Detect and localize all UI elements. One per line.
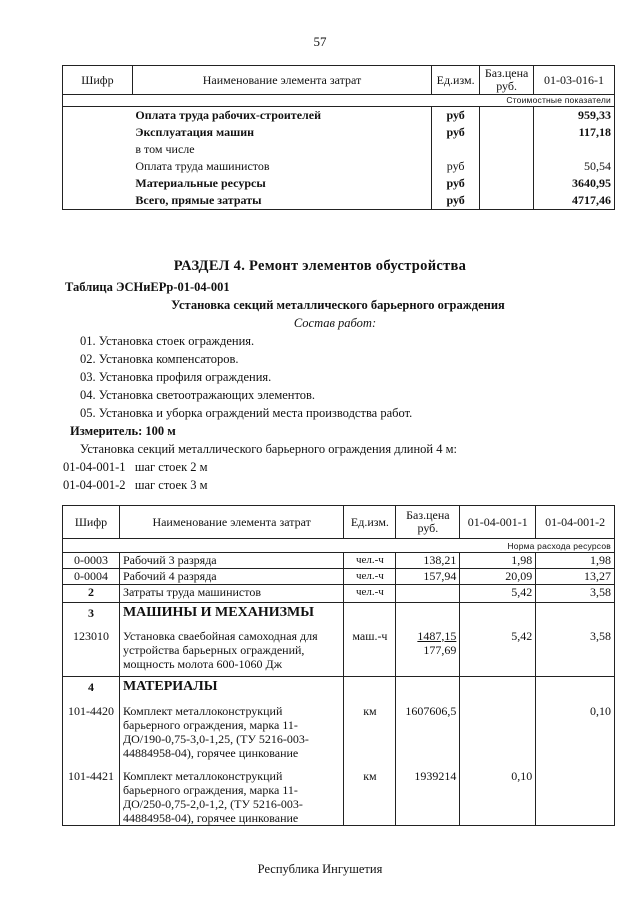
table-subheader-row: [63, 95, 615, 107]
code-line: 01-04-001-2 шаг стоек 3 м: [63, 478, 208, 492]
composition-title: Состав работ:: [293, 316, 377, 330]
table-row: 123010 Установка сваебойная самоходная для устройства барьерных ограждений, мощность молота 600-1060 Дж маш.-ч 1487,15 177,69 5,42 3,58: [63, 625, 615, 677]
header-name: Наименование элемента затрат: [132, 66, 431, 95]
work-item: 02. Установка компенсаторов.: [80, 352, 239, 366]
page-number: 57: [313, 34, 327, 49]
header-code: Шифр: [63, 66, 133, 95]
subheader-label: Стоимостные показатели: [63, 95, 615, 107]
table-row: Оплата труда рабочих-строителей руб 959,33: [63, 107, 615, 125]
table-row: Оплата труда машинистов руб 50,54: [63, 158, 615, 175]
header-col-code: 01-03-016-1: [534, 66, 615, 95]
section-title: РАЗДЕЛ 4. Ремонт элементов обустройства: [173, 258, 467, 274]
table-row: 101-4420 Комплект металлоконструкций барьерного ограждения, марка 11- ДО/190-0,75-3,0-1,25, (ТУ 5216-003- 44884958-04), горячее цинкование км 1607606,5 0,10: [63, 699, 615, 765]
table-row: Эксплуатация машин руб 117,18: [63, 124, 615, 141]
table-subtitle: Установка секций металлического барьерного ограждения: [171, 298, 505, 312]
footer-region: Республика Ингушетия: [257, 862, 383, 876]
header-unit: Ед.изм.: [344, 506, 396, 539]
header-price: Баз.цена руб.: [396, 506, 460, 539]
table-subheader-row: [63, 539, 615, 553]
table-row: 2 Затраты труда машинистов чел.-ч 5,42 3,58: [63, 585, 615, 603]
table-row: 0-0004 Рабочий 4 разряда чел.-ч 157,94 20,09 13,27: [63, 569, 615, 585]
table-row: Всего, прямые затраты руб 4717,46: [63, 192, 615, 210]
header-name: Наименование элемента затрат: [119, 506, 344, 539]
measure-description: Установка секций металлического барьерного ограждения длиной 4 м:: [80, 442, 458, 456]
table-header-row: [63, 506, 615, 539]
header-col1: 01-04-001-1: [460, 506, 536, 539]
table-row: Материальные ресурсы руб 3640,95: [63, 175, 615, 192]
work-item: 01. Установка стоек ограждения.: [80, 334, 255, 348]
table-header-row: [63, 66, 615, 95]
work-item: 03. Установка профиля ограждения.: [80, 370, 272, 384]
work-item: 04. Установка светоотражающих элементов.: [80, 388, 316, 402]
header-unit: Ед.изм.: [432, 66, 480, 95]
header-col2: 01-04-001-2: [536, 506, 615, 539]
work-item: 05. Установка и уборка ограждений места производства работ.: [80, 406, 413, 420]
table-row: 0-0003 Рабочий 3 разряда чел.-ч 138,21 1,98 1,98: [63, 553, 615, 569]
section-row: 3 МАШИНЫ И МЕХАНИЗМЫ: [63, 603, 615, 625]
code-line: 01-04-001-1 шаг стоек 2 м: [63, 460, 208, 474]
header-price: Баз.цена руб.: [480, 66, 534, 95]
header-code: Шифр: [63, 506, 120, 539]
table-row: 101-4421 Комплект металлоконструкций барьерного ограждения, марка 11- ДО/250-0,75-2,0-1,2, (ТУ 5216-003- 44884958-04), горячее цинкование км 1939214 0,10: [63, 765, 615, 826]
table-id: Таблица ЭСНиЕРр-01-04-001: [65, 280, 230, 294]
cost-indicators-table: [62, 65, 615, 210]
measure-unit: Измеритель: 100 м: [70, 424, 176, 438]
section-row: 4 МАТЕРИАЛЫ: [63, 677, 615, 699]
table-row: в том числе: [63, 141, 615, 158]
resource-norms-table: [62, 505, 615, 826]
subheader-label: Норма расхода ресурсов: [63, 539, 615, 553]
